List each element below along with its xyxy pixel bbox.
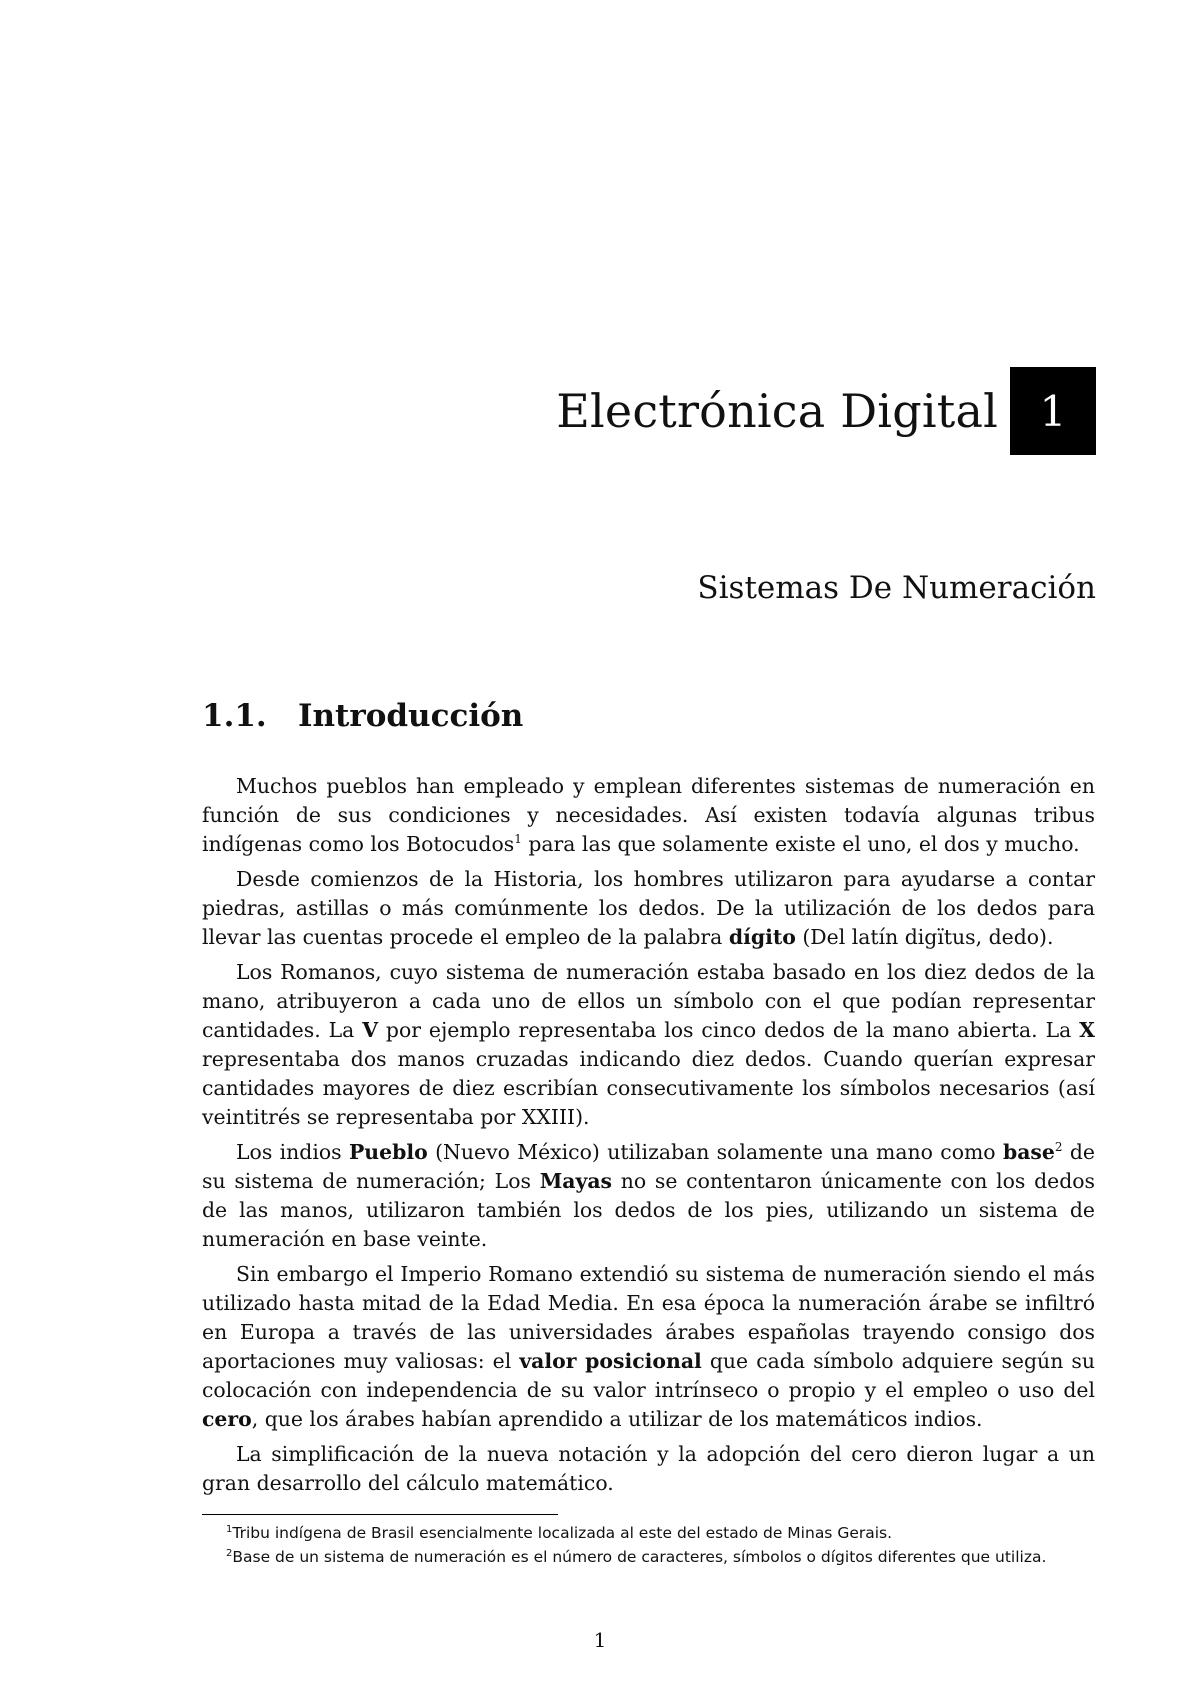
- paragraph-4: Los indios Pueblo (Nuevo México) utilizaban solamente una mano como base$^2$ de su sistema de numeración; Los Mayas no se contentaron únicamente con los dedos de las manos, utilizaron también los dedos de los pies, utilizando un sistema de numeración en base veinte.: [202, 1140, 1096, 1251]
- chapter-number-box: 1: [1010, 367, 1096, 455]
- bold-term-digito: dígito: [728, 925, 796, 949]
- bold-term-mayas: Mayas: [539, 1169, 613, 1193]
- footnote-separator: [202, 1514, 558, 1515]
- paragraph-6: La simplificación de la nueva notación y la adopción del cero dieron lugar a un gran desarrollo del cálculo matemático.: [202, 1442, 1095, 1495]
- footnote-2: $^2$Base de un sistema de numeración es el número de caracteres, símbolos o dígitos diferentes que utiliza.: [226, 1547, 1047, 1566]
- paragraph-3: Los Romanos, cuyo sistema de numeración estaba basado en los diez dedos de la mano, atribuyeron a cada uno de ellos un símbolo con el que podían representar cantidades. La V por ejemplo representaba los cinco dedos de la mano abierta. La X representaba dos manos cruzadas indicando diez dedos. Cuando querían expresar cantidades mayores de diez escribían consecutivamente los símbolos necesarios (así veintitrés se representaba por XXIII).: [202, 960, 1095, 1129]
- chapter-heading: [556, 367, 1096, 455]
- footnotes: [202, 1521, 1095, 1569]
- footnote-1: $^1$Tribu indígena de Brasil esencialmente localizada al este del estado de Minas Gerais.: [226, 1523, 893, 1542]
- chapter-title: Electrónica Digital: [556, 384, 998, 438]
- bold-term-x: X: [1079, 1018, 1095, 1042]
- footnote-ref-2: 2: [1054, 1140, 1063, 1155]
- chapter-subtitle: Sistemas De Numeración: [697, 570, 1096, 606]
- bold-term-cero: cero: [202, 1407, 252, 1431]
- section-title: Introducción: [298, 698, 524, 734]
- paragraph-2: Desde comienzos de la Historia, los hombres utilizaron para ayudarse a contar piedras, astillas o más comúnmente los dedos. De la utilización de los dedos para llevar las cuentas procede el empleo de la palabra dígito (Del latín digïtus, dedo).: [202, 867, 1095, 949]
- section-heading: [202, 698, 523, 734]
- bold-term-valor-posicional: valor posicional: [519, 1349, 702, 1373]
- paragraph-5: Sin embargo el Imperio Romano extendió su sistema de numeración siendo el más utilizado hasta mitad de la Edad Media. En esa época la numeración árabe se infiltró en Europa a través de las universidades árabes españolas trayendo consigo dos aportaciones muy valiosas: el valor posicional que cada símbolo adquiere según su colocación con independencia de su valor intrínseco o propio y el empleo o uso del cero, que los árabes habían aprendido a utilizar de los matemáticos indios.: [202, 1262, 1095, 1431]
- section-number: 1.1.: [202, 698, 267, 734]
- bold-term-pueblo: Pueblo: [348, 1140, 428, 1164]
- bold-term-base: base: [1002, 1140, 1055, 1164]
- bold-term-v: V: [362, 1018, 379, 1042]
- footnote-ref-1: 1: [514, 832, 522, 847]
- paragraph-1: Muchos pueblos han empleado y emplean diferentes sistemas de numeración en función de sus condiciones y necesidades. Así existen todavía algunas tribus indígenas como los Botocudos$^1$ para las que solamente existe el uno, el dos y mucho.: [202, 774, 1095, 856]
- body-text: [202, 772, 1095, 1504]
- page-number: 1: [593, 1628, 607, 1652]
